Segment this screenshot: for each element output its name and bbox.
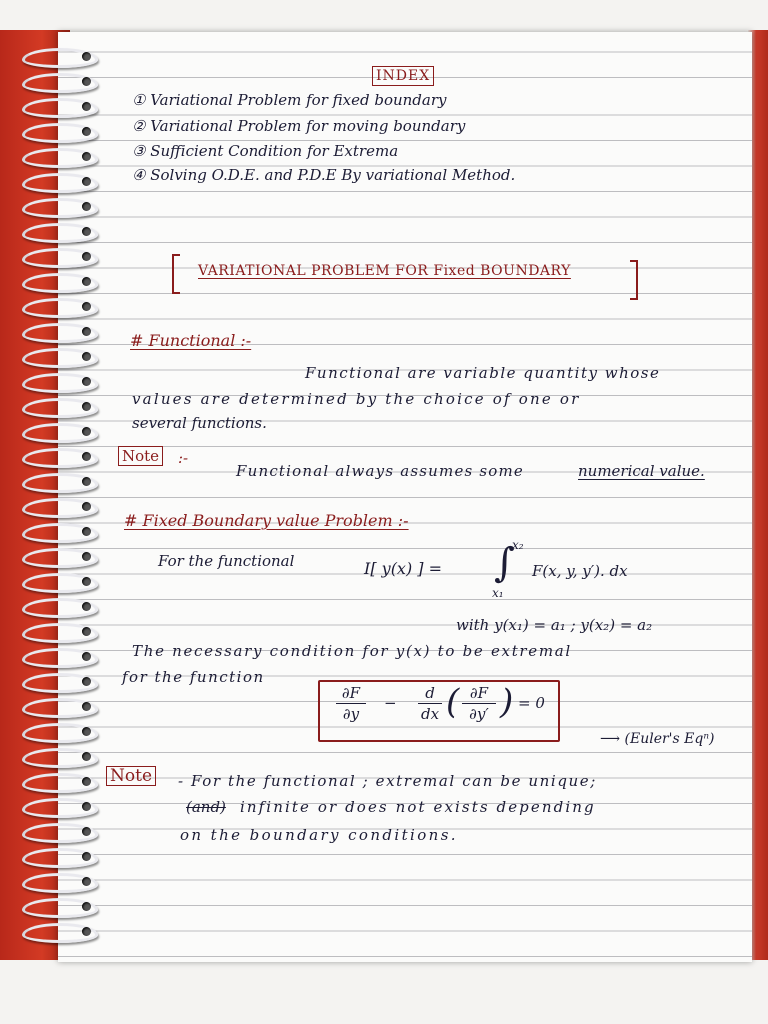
index-item-4: ④ Solving O.D.E. and P.D.E By variational Method. (132, 166, 516, 184)
d-numerator: d (425, 684, 435, 702)
binding-hole (82, 377, 91, 386)
binding-hole (82, 352, 91, 361)
dF-dy (336, 684, 366, 723)
fraction-bar (418, 703, 442, 704)
binding-hole (82, 227, 91, 236)
dF-prime-numerator: ∂F (469, 684, 489, 702)
d-dx (418, 684, 442, 723)
open-paren: ( (446, 682, 460, 722)
index-item-2: ② Variational Problem for moving boundary (132, 117, 466, 135)
section-title: VARIATIONAL PROBLEM FOR Fixed BOUNDARY (198, 263, 571, 279)
binding-hole (82, 152, 91, 161)
binding-hole (82, 427, 91, 436)
binding-hole (82, 477, 91, 486)
binding-hole (82, 677, 91, 686)
binding-hole (82, 102, 91, 111)
binding-hole (82, 502, 91, 511)
note-1-highlight: numerical value. (578, 462, 705, 480)
section-bracket-right (630, 260, 638, 300)
binding-hole (82, 452, 91, 461)
section-bracket-left (172, 254, 180, 294)
spiral-binding (22, 48, 102, 948)
dyprime-denominator: ∂y′ (469, 705, 489, 723)
binding-hole (82, 52, 91, 61)
binding-hole (82, 627, 91, 636)
dF-dyprime (462, 684, 496, 723)
boundary-conditions: with y(x₁) = a₁ ; y(x₂) = a₂ (456, 616, 653, 634)
binding-hole (82, 902, 91, 911)
binding-hole (82, 602, 91, 611)
index-item-1: ① Variational Problem for fixed boundary (132, 91, 447, 109)
binding-hole (82, 727, 91, 736)
binding-hole (82, 327, 91, 336)
index-title: INDEX (372, 66, 434, 86)
binding-hole (82, 852, 91, 861)
note-2-line-2: infinite or does not exists depending (240, 798, 596, 816)
note-1-text: Functional always assumes some (236, 462, 525, 480)
integral-upper-limit: x₂ (512, 538, 524, 552)
binding-hole (82, 752, 91, 761)
equals-zero: = 0 (518, 694, 545, 712)
necessary-line-2: for the function (122, 668, 265, 686)
functional-line-3: several functions. (132, 414, 267, 432)
close-paren: ) (500, 682, 514, 722)
integral-lower-limit: x₁ (492, 586, 504, 600)
index-item-3: ③ Sufficient Condition for Extrema (132, 142, 399, 160)
binding-hole (82, 302, 91, 311)
functional-lhs: I[ y(x) ] = (364, 559, 443, 578)
necessary-line-1: The necessary condition for y(x) to be extremal (132, 642, 572, 660)
binding-hole (82, 827, 91, 836)
binding-hole (82, 527, 91, 536)
binding-hole (82, 177, 91, 186)
dx-denominator: dx (420, 705, 440, 723)
note-2-label: Note (106, 766, 156, 786)
euler-label: ⟶ (Euler's Eqⁿ) (600, 731, 715, 747)
fraction-bar (336, 703, 366, 704)
dF-numerator: ∂F (341, 684, 361, 702)
note-2-struck: (and) (186, 798, 226, 816)
binding-hole (82, 877, 91, 886)
dy-denominator: ∂y (342, 705, 360, 723)
fixed-boundary-heading: # Fixed Boundary value Problem :- (124, 511, 409, 530)
note-2-line-1: - For the functional ; extremal can be unique; (178, 772, 597, 790)
note-1-suffix: :- (178, 449, 189, 467)
binding-hole (82, 777, 91, 786)
integrand: F(x, y, y′). dx (532, 562, 628, 580)
binding-hole (82, 802, 91, 811)
functional-heading: # Functional :- (130, 331, 252, 350)
binding-hole (82, 927, 91, 936)
integral-sign: ∫ (494, 540, 515, 586)
binding-hole (82, 577, 91, 586)
functional-line-1: Functional are variable quantity whose (305, 364, 661, 382)
binding-hole (82, 77, 91, 86)
note-2-line-3: on the boundary conditions. (180, 826, 458, 844)
binding-hole (82, 277, 91, 286)
binding-hole (82, 652, 91, 661)
note-1-label: Note (118, 446, 163, 466)
binding-hole (82, 702, 91, 711)
binding-hole (82, 252, 91, 261)
functional-line-2: values are determined by the choice of one or (132, 390, 581, 408)
binding-hole (82, 202, 91, 211)
fraction-bar (462, 703, 496, 704)
binding-hole (82, 127, 91, 136)
binding-hole (82, 552, 91, 561)
functional-intro: For the functional (158, 552, 295, 570)
binding-hole (82, 402, 91, 411)
minus-sign: − (384, 694, 397, 712)
